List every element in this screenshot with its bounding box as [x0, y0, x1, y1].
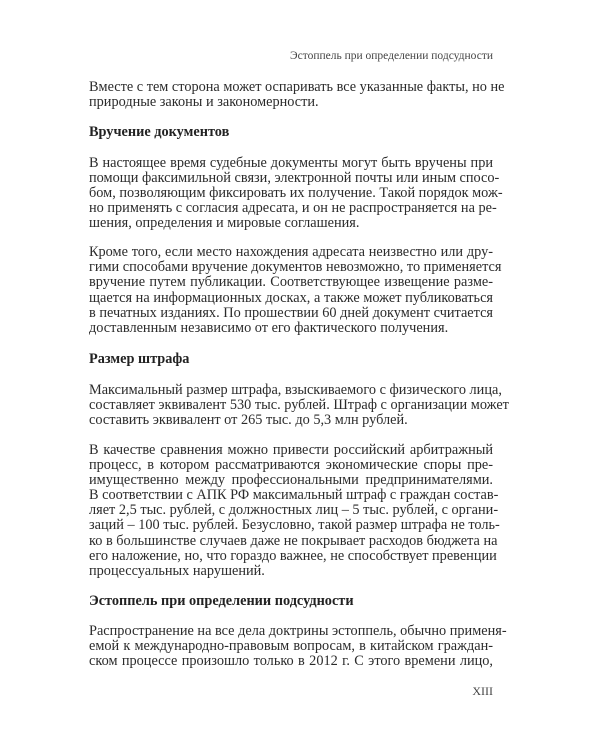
- section-heading-estoppel: Эстоппель при определении подсудности: [89, 592, 354, 609]
- section-heading-document-service: Вручение документов: [89, 123, 230, 140]
- text-line: шения, определения и мировые соглашения.: [89, 215, 360, 232]
- text-line: Вместе с тем сторона может оспаривать все указанные факты, но не: [89, 78, 505, 95]
- paragraph: [89, 78, 505, 110]
- text-line: доставленным независимо от его фактического получения.: [89, 319, 449, 336]
- text-line: в печатных изданиях. По прошествии 60 дней документ считается: [89, 304, 493, 321]
- text-line: гими способами вручение документов невозможно, то применяется: [89, 259, 502, 276]
- text-line: составить эквивалент от 265 тыс. до 5,3 млн рублей.: [89, 411, 408, 428]
- text-line: В соответствии с АПК РФ максимальный штраф с граждан состав-: [89, 487, 499, 504]
- text-line: ляет 2,5 тыс. рублей, с должностных лиц – 5 тыс. рублей, с органи-: [89, 502, 499, 519]
- text-line: ко в большинстве случаев даже не покрывает расходов бюджета на: [89, 532, 498, 549]
- text-line: составляет эквивалент 530 тыс. рублей. Штраф с организации может: [89, 396, 509, 413]
- text-line: его наложение, но, что гораздо важнее, не способствует превенции: [89, 547, 497, 564]
- text-line: В качестве сравнения можно привести российский арбитражный: [89, 441, 493, 458]
- text-line: Распространение на все дела доктрины эстоппель, обычно применя-: [89, 622, 507, 639]
- text-line: но применять с согласия адресата, и он не распространяется на ре-: [89, 200, 497, 217]
- paragraph: [89, 381, 509, 429]
- section-heading-fine-amount: Размер штрафа: [89, 350, 190, 367]
- running-head: Эстоппель при определении подсудности: [290, 50, 493, 62]
- text-line: природные законы и закономерности.: [89, 93, 319, 110]
- text-line: Максимальный размер штрафа, взыскиваемого с физического лица,: [89, 381, 502, 398]
- text-line: Кроме того, если место нахождения адресата неизвестно или дру-: [89, 244, 493, 260]
- text-line: процесс, в котором рассматриваются экономические споры пре-: [89, 456, 493, 473]
- text-line: ском процессе произошло только в 2012 г. С этого времени лицо,: [89, 652, 493, 669]
- text-line: емой к международно-правовым вопросам, в китайском граждан-: [89, 637, 493, 654]
- text-line: В настоящее время судебные документы могут быть вручены при: [89, 154, 493, 171]
- text-line: щается на информационных досках, а также может публиковаться: [89, 289, 493, 306]
- paragraph: [89, 441, 500, 580]
- paragraph: [89, 622, 507, 670]
- text-line: бом, позволяющим фиксировать их получение. Такой порядок мож-: [89, 184, 503, 201]
- text-line: помощи факсимильной связи, электронной почты или иным спосо-: [89, 169, 500, 186]
- text-line: вручение путем публикации. Соответствующее извещение разме-: [89, 274, 493, 291]
- text-line: имущественно между профессиональными предпринимателями.: [89, 471, 493, 488]
- paragraph: [89, 154, 503, 232]
- paragraph: [89, 244, 502, 336]
- text-line: заций – 100 тыс. рублей. Безусловно, такой размер штрафа не толь-: [89, 517, 500, 534]
- page-number: XIII: [472, 684, 493, 698]
- text-line: процессуальных нарушений.: [89, 563, 265, 579]
